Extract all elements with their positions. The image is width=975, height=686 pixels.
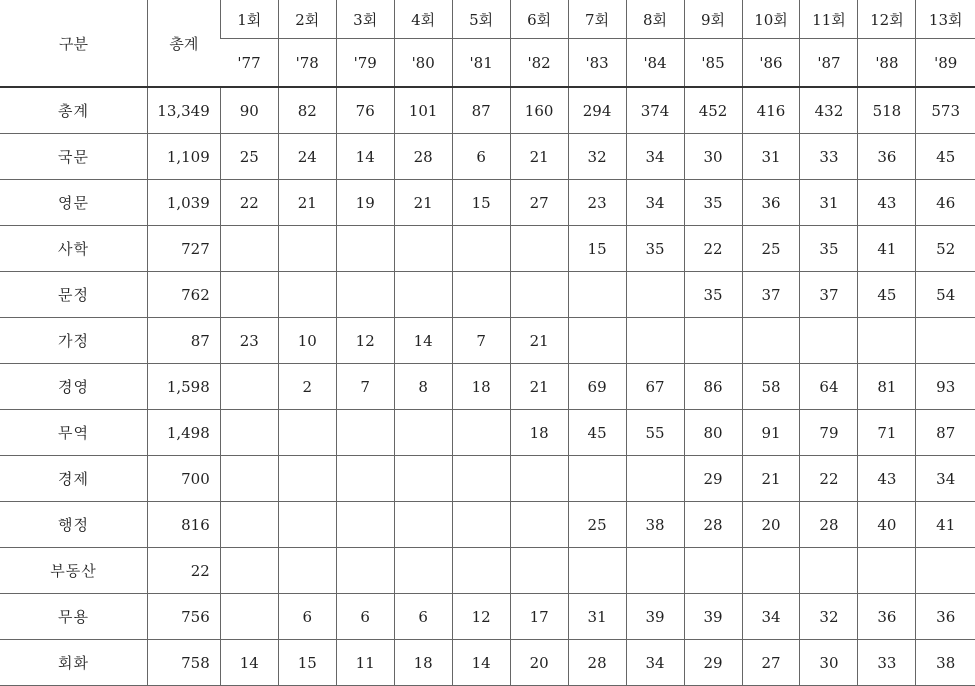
year-header-cell: '78 [278,39,336,88]
value-cell: 15 [568,226,626,272]
value-cell: 37 [742,272,800,318]
value-cell: 15 [278,640,336,686]
year-header-cell: '89 [916,39,975,88]
value-cell [626,272,684,318]
value-cell [626,318,684,364]
row-label-cell: 사학 [0,226,148,272]
table-row [0,272,975,318]
year-header-cell: '88 [858,39,916,88]
value-cell [568,272,626,318]
table-row [0,364,975,410]
value-cell [568,318,626,364]
value-cell: 34 [626,180,684,226]
value-cell: 81 [858,364,916,410]
value-cell: 24 [278,134,336,180]
table-row [0,502,975,548]
value-cell: 573 [916,87,975,134]
value-cell: 43 [858,456,916,502]
value-cell [220,226,278,272]
episode-header-cell: 10회 [742,0,800,39]
value-cell: 20 [510,640,568,686]
value-cell: 7 [336,364,394,410]
value-cell: 6 [336,594,394,640]
value-cell: 39 [684,594,742,640]
value-cell [394,456,452,502]
value-cell [278,226,336,272]
year-header-cell: '85 [684,39,742,88]
row-total-cell: 13,349 [148,87,221,134]
value-cell: 160 [510,87,568,134]
value-cell: 36 [916,594,975,640]
row-total-cell: 1,109 [148,134,221,180]
episode-header-cell: 12회 [858,0,916,39]
value-cell: 45 [916,134,975,180]
value-cell: 20 [742,502,800,548]
value-cell: 67 [626,364,684,410]
value-cell: 23 [220,318,278,364]
row-total-cell: 700 [148,456,221,502]
value-cell: 41 [916,502,975,548]
value-cell: 6 [394,594,452,640]
value-cell: 52 [916,226,975,272]
value-cell [800,318,858,364]
episode-header-cell: 5회 [452,0,510,39]
value-cell [278,548,336,594]
value-cell: 18 [394,640,452,686]
year-header-cell: '79 [336,39,394,88]
value-cell: 82 [278,87,336,134]
value-cell: 30 [684,134,742,180]
row-total-cell: 22 [148,548,221,594]
value-cell: 294 [568,87,626,134]
value-cell: 374 [626,87,684,134]
episode-header-cell: 8회 [626,0,684,39]
value-cell: 33 [800,134,858,180]
episode-header-cell: 9회 [684,0,742,39]
episode-header-cell: 3회 [336,0,394,39]
value-cell [452,502,510,548]
year-header-cell: '86 [742,39,800,88]
value-cell: 37 [800,272,858,318]
year-header-cell: '87 [800,39,858,88]
value-cell: 45 [568,410,626,456]
total-header-cell: 총계 [148,0,221,87]
value-cell: 32 [568,134,626,180]
value-cell [452,456,510,502]
value-cell [452,272,510,318]
value-cell [394,502,452,548]
value-cell: 54 [916,272,975,318]
value-cell [220,502,278,548]
value-cell: 38 [916,640,975,686]
value-cell: 34 [626,640,684,686]
value-cell: 55 [626,410,684,456]
value-cell: 93 [916,364,975,410]
value-cell: 21 [394,180,452,226]
value-cell [510,272,568,318]
value-cell: 35 [684,272,742,318]
value-cell: 22 [800,456,858,502]
value-cell [742,318,800,364]
value-cell: 518 [858,87,916,134]
value-cell [336,410,394,456]
value-cell: 30 [800,640,858,686]
value-cell [220,410,278,456]
value-cell [800,548,858,594]
year-header-cell: '83 [568,39,626,88]
value-cell: 40 [858,502,916,548]
table-row [0,594,975,640]
value-cell: 87 [916,410,975,456]
row-label-cell: 경영 [0,364,148,410]
value-cell: 43 [858,180,916,226]
value-cell: 10 [278,318,336,364]
row-total-cell: 1,498 [148,410,221,456]
value-cell: 7 [452,318,510,364]
value-cell: 35 [626,226,684,272]
value-cell: 432 [800,87,858,134]
value-cell: 28 [684,502,742,548]
value-cell: 28 [394,134,452,180]
value-cell: 86 [684,364,742,410]
value-cell: 23 [568,180,626,226]
table-row [0,134,975,180]
value-cell [452,226,510,272]
value-cell: 58 [742,364,800,410]
row-label-cell: 가정 [0,318,148,364]
header-row-episodes [0,0,975,39]
value-cell: 21 [510,134,568,180]
value-cell: 14 [394,318,452,364]
value-cell: 12 [452,594,510,640]
value-cell [220,364,278,410]
row-label-cell: 총계 [0,87,148,134]
row-label-cell: 행정 [0,502,148,548]
row-label-cell: 무용 [0,594,148,640]
value-cell: 14 [452,640,510,686]
value-cell: 31 [568,594,626,640]
value-cell: 31 [800,180,858,226]
value-cell [568,456,626,502]
episode-header-cell: 1회 [220,0,278,39]
table-row [0,456,975,502]
row-header-cell: 구분 [0,0,148,87]
value-cell: 27 [510,180,568,226]
value-cell [510,226,568,272]
value-cell [626,456,684,502]
row-total-cell: 1,039 [148,180,221,226]
table-row [0,226,975,272]
value-cell: 33 [858,640,916,686]
row-total-cell: 1,598 [148,364,221,410]
value-cell: 32 [800,594,858,640]
value-cell [278,456,336,502]
value-cell [742,548,800,594]
row-total-cell: 816 [148,502,221,548]
value-cell: 35 [800,226,858,272]
value-cell: 14 [220,640,278,686]
table-body [0,87,975,686]
year-header-cell: '80 [394,39,452,88]
table-row [0,87,975,134]
row-label-cell: 문정 [0,272,148,318]
value-cell: 6 [452,134,510,180]
value-cell: 25 [220,134,278,180]
row-label-cell: 영문 [0,180,148,226]
row-total-cell: 87 [148,318,221,364]
row-label-cell: 무역 [0,410,148,456]
value-cell [394,226,452,272]
value-cell: 45 [858,272,916,318]
value-cell [336,272,394,318]
value-cell: 22 [684,226,742,272]
value-cell: 36 [858,594,916,640]
value-cell [394,548,452,594]
value-cell: 11 [336,640,394,686]
table-row [0,318,975,364]
value-cell: 14 [336,134,394,180]
value-cell: 25 [568,502,626,548]
value-cell: 34 [626,134,684,180]
row-label-cell: 회화 [0,640,148,686]
value-cell: 90 [220,87,278,134]
value-cell: 28 [568,640,626,686]
value-cell: 12 [336,318,394,364]
year-header-cell: '81 [452,39,510,88]
value-cell: 87 [452,87,510,134]
table-row [0,548,975,594]
value-cell: 21 [278,180,336,226]
value-cell [220,548,278,594]
row-total-cell: 727 [148,226,221,272]
table-row [0,180,975,226]
table-header [0,0,975,87]
value-cell: 35 [684,180,742,226]
value-cell: 41 [858,226,916,272]
value-cell: 18 [510,410,568,456]
value-cell [336,456,394,502]
value-cell: 29 [684,456,742,502]
value-cell: 25 [742,226,800,272]
episode-header-cell: 11회 [800,0,858,39]
value-cell [336,502,394,548]
value-cell [626,548,684,594]
value-cell [394,272,452,318]
value-cell [916,548,975,594]
value-cell [220,272,278,318]
value-cell [510,502,568,548]
value-cell [394,410,452,456]
year-header-cell: '77 [220,39,278,88]
value-cell: 80 [684,410,742,456]
value-cell: 46 [916,180,975,226]
table-row [0,640,975,686]
value-cell: 452 [684,87,742,134]
value-cell: 15 [452,180,510,226]
value-cell: 18 [452,364,510,410]
value-cell: 69 [568,364,626,410]
value-cell: 71 [858,410,916,456]
row-label-cell: 경제 [0,456,148,502]
value-cell: 29 [684,640,742,686]
value-cell: 8 [394,364,452,410]
row-total-cell: 762 [148,272,221,318]
value-cell [452,548,510,594]
value-cell: 38 [626,502,684,548]
value-cell: 27 [742,640,800,686]
value-cell: 31 [742,134,800,180]
value-cell: 101 [394,87,452,134]
value-cell [220,456,278,502]
row-total-cell: 758 [148,640,221,686]
value-cell: 34 [742,594,800,640]
row-label-cell: 국문 [0,134,148,180]
value-cell: 21 [742,456,800,502]
episode-header-cell: 13회 [916,0,975,39]
row-total-cell: 756 [148,594,221,640]
value-cell: 91 [742,410,800,456]
value-cell [278,272,336,318]
value-cell: 21 [510,318,568,364]
value-cell [684,548,742,594]
value-cell: 64 [800,364,858,410]
value-cell: 79 [800,410,858,456]
value-cell [336,548,394,594]
value-cell [916,318,975,364]
value-cell: 416 [742,87,800,134]
value-cell [278,410,336,456]
value-cell: 34 [916,456,975,502]
episode-header-cell: 2회 [278,0,336,39]
row-label-cell: 부동산 [0,548,148,594]
value-cell [684,318,742,364]
value-cell: 2 [278,364,336,410]
value-cell [858,318,916,364]
episode-header-cell: 6회 [510,0,568,39]
year-header-cell: '82 [510,39,568,88]
value-cell [858,548,916,594]
value-cell [278,502,336,548]
value-cell: 21 [510,364,568,410]
value-cell [510,548,568,594]
value-cell: 17 [510,594,568,640]
value-cell: 36 [858,134,916,180]
value-cell: 76 [336,87,394,134]
value-cell: 6 [278,594,336,640]
value-cell: 36 [742,180,800,226]
value-cell [220,594,278,640]
value-cell: 39 [626,594,684,640]
table-row [0,410,975,456]
value-cell: 28 [800,502,858,548]
value-cell [452,410,510,456]
value-cell [510,456,568,502]
value-cell: 22 [220,180,278,226]
value-cell [336,226,394,272]
episode-header-cell: 7회 [568,0,626,39]
episode-header-cell: 4회 [394,0,452,39]
value-cell: 19 [336,180,394,226]
value-cell [568,548,626,594]
year-header-cell: '84 [626,39,684,88]
